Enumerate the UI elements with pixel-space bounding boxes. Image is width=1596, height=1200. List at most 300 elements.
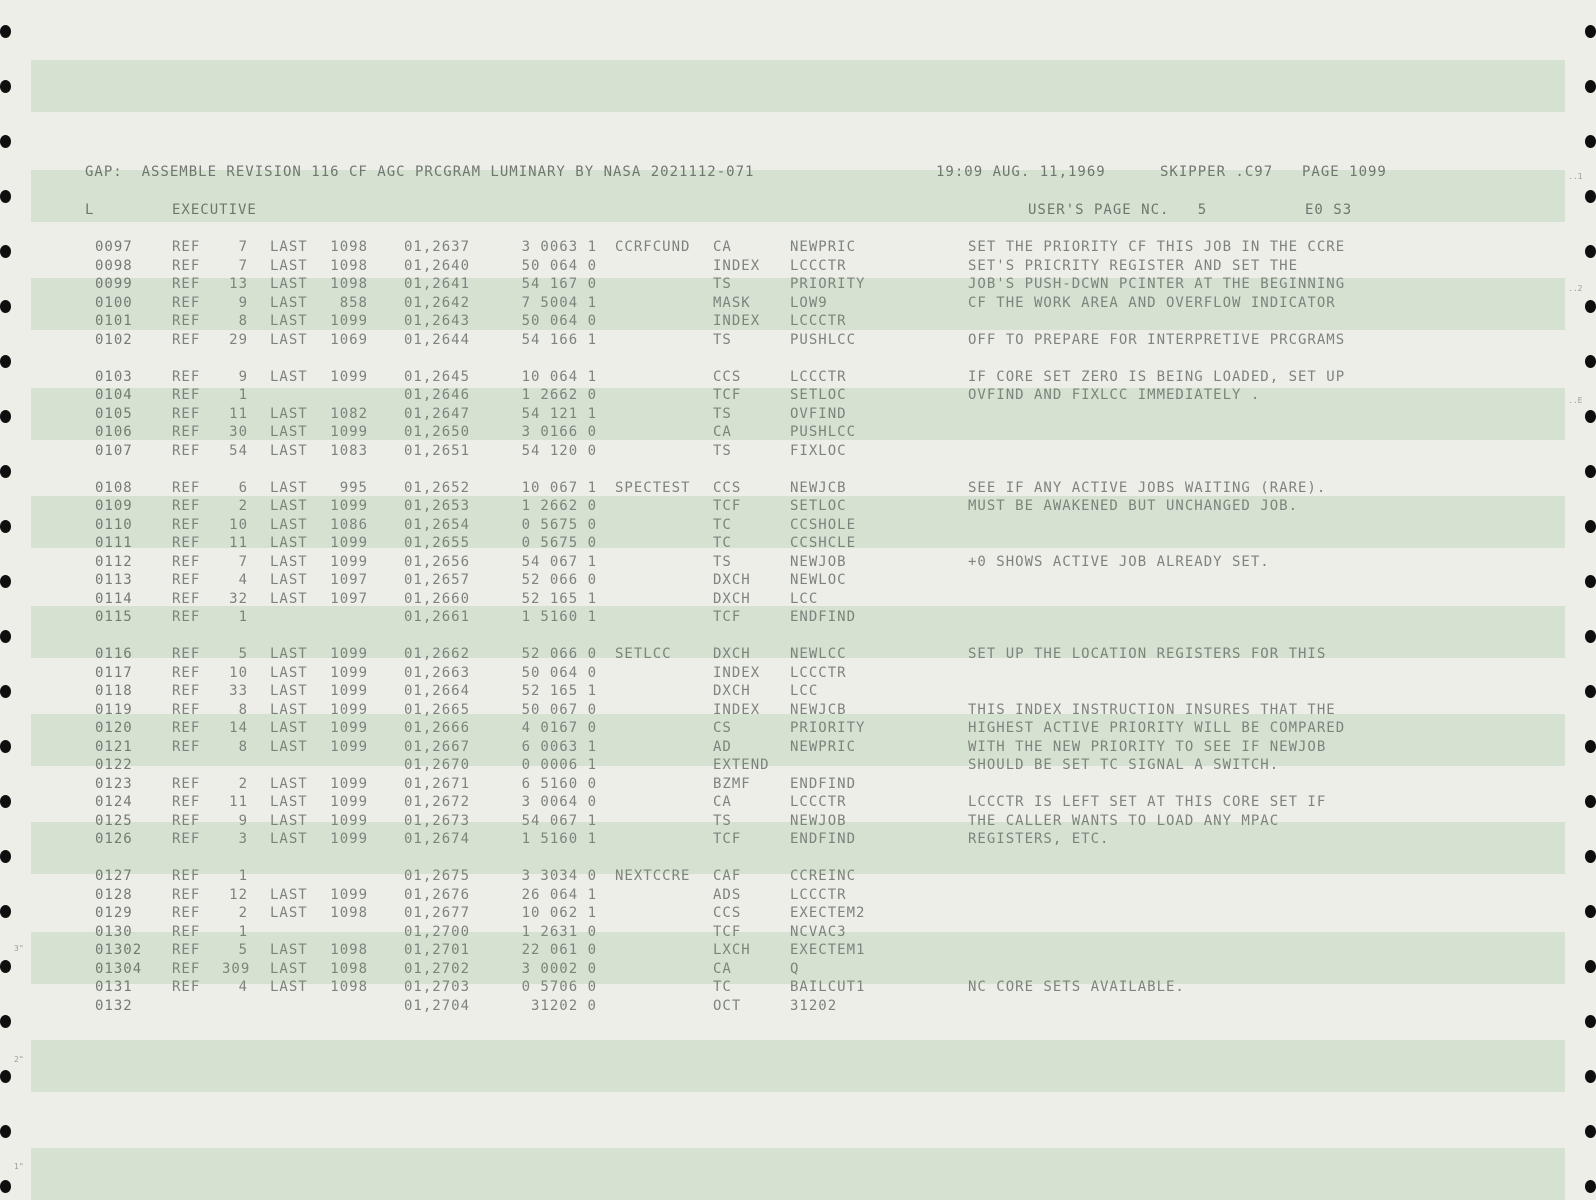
- operand: ENDFIND: [790, 831, 857, 847]
- opcode: TS: [713, 331, 732, 348]
- user-page-number: USER'S PAGE NC. 5: [1028, 202, 1208, 218]
- listing-row: [0, 239, 1596, 257]
- sequence-number: 0117: [95, 664, 133, 681]
- opcode: AD: [713, 738, 732, 755]
- last-marker: LAST: [270, 812, 308, 829]
- tractor-hole: [1585, 25, 1596, 38]
- address: 01,2671: [404, 775, 471, 792]
- last-marker: LAST: [270, 498, 308, 514]
- address: 01,2676: [404, 886, 471, 903]
- operand: SETLOC: [790, 387, 847, 403]
- operand: LCCCTR: [790, 368, 847, 385]
- comment: MUST BE AWAKENED BUT UNCHANGED JOB.: [968, 498, 1299, 514]
- operand: ENDFIND: [790, 775, 857, 792]
- last-page: 858: [339, 294, 368, 311]
- opcode: CAF: [713, 868, 742, 884]
- sequence-number: 0100: [95, 294, 133, 311]
- listing-row: [0, 702, 1596, 720]
- ref-marker: REF: [172, 923, 201, 940]
- last-marker: LAST: [270, 720, 308, 736]
- ref-count: 10: [229, 516, 248, 533]
- ref-marker: REF: [172, 868, 201, 884]
- comment: THIS INDEX INSTRUCTION INSURES THAT THE: [968, 701, 1336, 718]
- listing-row: [0, 961, 1596, 979]
- sequence-number: 0114: [95, 590, 133, 607]
- right-margin-mark: ..2: [1568, 284, 1583, 293]
- right-margin-mark: ..E: [1568, 396, 1583, 405]
- tractor-hole: [0, 135, 11, 148]
- listing-row: [0, 942, 1596, 960]
- last-page: 1099: [330, 535, 368, 551]
- last-marker: LAST: [270, 479, 308, 496]
- sequence-number: 0098: [95, 257, 133, 274]
- ref-count: 7: [238, 239, 248, 255]
- octal-code: 3 0166 0: [521, 424, 597, 440]
- listing-row: [0, 369, 1596, 387]
- sequence-number: 0127: [95, 868, 133, 884]
- ref-count: 7: [238, 257, 248, 274]
- ref-count: 9: [238, 294, 248, 311]
- last-page: 1099: [330, 775, 368, 792]
- last-page: 1099: [330, 424, 368, 440]
- octal-code: 3 3034 0: [521, 868, 597, 884]
- octal-code: 54 067 1: [521, 553, 597, 570]
- listing-row: [0, 332, 1596, 350]
- tractor-hole: [1585, 465, 1596, 478]
- last-marker: LAST: [270, 775, 308, 792]
- sequence-number: 01302: [95, 942, 143, 958]
- listing-row: [0, 979, 1596, 997]
- operand: NEWPRIC: [790, 239, 857, 255]
- ref-marker: REF: [172, 886, 201, 903]
- last-marker: LAST: [270, 886, 308, 903]
- tractor-hole: [1585, 630, 1596, 643]
- ref-marker: REF: [172, 979, 201, 995]
- ref-count: 12: [229, 886, 248, 903]
- octal-code: 1 5160 1: [521, 609, 597, 625]
- listing-row: [0, 905, 1596, 923]
- operand: ENDFIND: [790, 609, 857, 625]
- sequence-number: 0131: [95, 979, 133, 995]
- section-code: E0 S3: [1305, 202, 1353, 218]
- ref-marker: REF: [172, 942, 201, 958]
- last-marker: LAST: [270, 905, 308, 921]
- comment: OVFIND AND FIXLCC IMMEDIATELY .: [968, 387, 1261, 403]
- address: 01,2644: [404, 331, 471, 348]
- listing-row: [0, 276, 1596, 294]
- sequence-number: 0105: [95, 405, 133, 422]
- comment: SET UP THE LOCATION REGISTERS FOR THIS: [968, 646, 1327, 662]
- sequence-number: 0123: [95, 775, 133, 792]
- ref-marker: REF: [172, 905, 201, 921]
- address: 01,2650: [404, 424, 471, 440]
- listing-row: [0, 609, 1596, 627]
- operand: LCC: [790, 590, 819, 607]
- last-page: 1098: [330, 979, 368, 995]
- address: 01,2673: [404, 812, 471, 829]
- sequence-number: 0130: [95, 923, 133, 940]
- comment: OFF TO PREPARE FOR INTERPRETIVE PRCGRAMS: [968, 331, 1346, 348]
- ref-count: 5: [238, 942, 248, 958]
- opcode: MASK: [713, 294, 751, 311]
- octal-code: 0 5675 0: [521, 516, 597, 533]
- ref-marker: REF: [172, 313, 201, 329]
- last-marker: LAST: [270, 294, 308, 311]
- operand: 31202: [790, 997, 838, 1014]
- octal-code: 7 5004 1: [521, 294, 597, 311]
- listing-row: [0, 665, 1596, 683]
- address: 01,2665: [404, 701, 471, 718]
- last-page: 1097: [330, 572, 368, 588]
- operand: LOW9: [790, 294, 828, 311]
- sequence-number: 0108: [95, 479, 133, 496]
- last-page: 1099: [330, 368, 368, 385]
- ref-count: 30: [229, 424, 248, 440]
- address: 01,2701: [404, 942, 471, 958]
- operand: NEWJCB: [790, 479, 847, 496]
- sequence-number: 0112: [95, 553, 133, 570]
- comment: JOB'S PUSH-DCWN PCINTER AT THE BEGINNING: [968, 276, 1346, 292]
- sequence-number: 0106: [95, 424, 133, 440]
- address: 01,2704: [404, 997, 471, 1014]
- sequence-number: 0097: [95, 239, 133, 255]
- opcode: DXCH: [713, 572, 751, 588]
- ref-marker: REF: [172, 498, 201, 514]
- opcode: CCS: [713, 905, 742, 921]
- address: 01,2640: [404, 257, 471, 274]
- listing-row: [0, 313, 1596, 331]
- ref-count: 2: [238, 775, 248, 792]
- last-page: 1099: [330, 646, 368, 662]
- comment: SEE IF ANY ACTIVE JOBS WAITING (RARE).: [968, 479, 1327, 496]
- address: 01,2641: [404, 276, 471, 292]
- operand: BAILCUT1: [790, 979, 866, 995]
- address: 01,2675: [404, 868, 471, 884]
- opcode: TCF: [713, 923, 742, 940]
- tractor-hole: [0, 1180, 11, 1193]
- sequence-number: 0104: [95, 387, 133, 403]
- sequence-number: 0126: [95, 831, 133, 847]
- ref-count: 7: [238, 553, 248, 570]
- last-page: 1098: [330, 905, 368, 921]
- opcode: CCS: [713, 479, 742, 496]
- last-page: 1099: [330, 886, 368, 903]
- right-margin-mark: ..1: [1568, 172, 1583, 181]
- tractor-hole: [1585, 355, 1596, 368]
- symbol-label: CCRFCUND: [615, 239, 691, 255]
- listing-row: [0, 646, 1596, 664]
- last-page: 1083: [330, 442, 368, 459]
- listing-row: [0, 258, 1596, 276]
- opcode: CS: [713, 720, 732, 736]
- ref-count: 1: [238, 609, 248, 625]
- sequence-number: 0125: [95, 812, 133, 829]
- listing-row: [0, 776, 1596, 794]
- octal-code: 50 064 0: [521, 257, 597, 274]
- last-marker: LAST: [270, 516, 308, 533]
- operand: LCCCTR: [790, 257, 847, 274]
- sequence-number: 0111: [95, 535, 133, 551]
- address: 01,2703: [404, 979, 471, 995]
- ref-count: 13: [229, 276, 248, 292]
- gauge-mark-2in: 2": [14, 1055, 24, 1064]
- operand: CCSHOLE: [790, 516, 857, 533]
- ref-marker: REF: [172, 535, 201, 551]
- octal-code: 3 0002 0: [521, 960, 597, 977]
- last-marker: LAST: [270, 257, 308, 274]
- address: 01,2646: [404, 387, 471, 403]
- tractor-hole: [1585, 1015, 1596, 1028]
- opcode: TS: [713, 442, 732, 459]
- operand: LCCCTR: [790, 794, 847, 810]
- ref-marker: REF: [172, 831, 201, 847]
- opcode: CA: [713, 794, 732, 810]
- last-marker: LAST: [270, 979, 308, 995]
- tractor-hole: [0, 1070, 11, 1083]
- sequence-number: 0124: [95, 794, 133, 810]
- octal-code: 0 5675 0: [521, 535, 597, 551]
- listing-row: [0, 757, 1596, 775]
- last-marker: LAST: [270, 683, 308, 699]
- ref-count: 54: [229, 442, 248, 459]
- opcode: DXCH: [713, 683, 751, 699]
- octal-code: 54 167 0: [521, 276, 597, 292]
- tractor-hole: [1585, 850, 1596, 863]
- listing-row: [0, 813, 1596, 831]
- address: 01,2670: [404, 757, 471, 773]
- last-marker: LAST: [270, 313, 308, 329]
- sequence-number: 0099: [95, 276, 133, 292]
- octal-code: 10 064 1: [521, 368, 597, 385]
- listing-row: [0, 887, 1596, 905]
- operand: PUSHLCC: [790, 331, 857, 348]
- octal-code: 3 0063 1: [521, 239, 597, 255]
- ref-marker: REF: [172, 424, 201, 440]
- operand: PRIORITY: [790, 276, 866, 292]
- octal-code: 50 064 0: [521, 313, 597, 329]
- last-marker: LAST: [270, 535, 308, 551]
- comment: REGISTERS, ETC.: [968, 831, 1110, 847]
- address: 01,2677: [404, 905, 471, 921]
- opcode: INDEX: [713, 313, 761, 329]
- ref-count: 2: [238, 905, 248, 921]
- octal-code: 6 0063 1: [521, 738, 597, 755]
- last-marker: LAST: [270, 738, 308, 755]
- tractor-hole: [1585, 1180, 1596, 1193]
- ref-count: 11: [229, 405, 248, 422]
- opcode: TCF: [713, 498, 742, 514]
- ref-marker: REF: [172, 646, 201, 662]
- last-page: 1099: [330, 683, 368, 699]
- opcode: TS: [713, 405, 732, 422]
- address: 01,2647: [404, 405, 471, 422]
- operand: NEWJCB: [790, 701, 847, 718]
- listing-row: [0, 739, 1596, 757]
- address: 01,2652: [404, 479, 471, 496]
- listing-row: [0, 517, 1596, 535]
- octal-code: 22 061 0: [521, 942, 597, 958]
- comment: CF THE WORK AREA AND OVERFLOW INDICATOR: [968, 294, 1336, 311]
- opcode: INDEX: [713, 664, 761, 681]
- last-marker: LAST: [270, 424, 308, 440]
- opcode: TC: [713, 979, 732, 995]
- ref-marker: REF: [172, 553, 201, 570]
- last-marker: LAST: [270, 442, 308, 459]
- tractor-hole: [0, 1125, 11, 1138]
- last-page: 995: [339, 479, 368, 496]
- address: 01,2662: [404, 646, 471, 662]
- ref-count: 1: [238, 923, 248, 940]
- comment: LCCCTR IS LEFT SET AT THIS CORE SET IF: [968, 794, 1327, 810]
- tractor-hole: [0, 355, 11, 368]
- comment: NC CORE SETS AVAILABLE.: [968, 979, 1185, 995]
- sequence-number: 0132: [95, 997, 133, 1014]
- tractor-hole: [0, 80, 11, 93]
- sequence-number: 0101: [95, 313, 133, 329]
- green-bar: [31, 1148, 1565, 1200]
- ref-marker: REF: [172, 664, 201, 681]
- comment: SET THE PRIORITY CF THIS JOB IN THE CCRE: [968, 239, 1346, 255]
- opcode: TCF: [713, 609, 742, 625]
- symbol-label: SETLCC: [615, 646, 672, 662]
- ref-marker: REF: [172, 387, 201, 403]
- last-marker: LAST: [270, 405, 308, 422]
- ref-count: 9: [238, 812, 248, 829]
- symbol-label: NEXTCCRE: [615, 868, 691, 884]
- octal-code: 54 120 0: [521, 442, 597, 459]
- tractor-hole: [1585, 135, 1596, 148]
- operand: OVFIND: [790, 405, 847, 422]
- ref-count: 11: [229, 794, 248, 810]
- sequence-number: 0109: [95, 498, 133, 514]
- operand: SETLOC: [790, 498, 847, 514]
- page-number: PAGE 1099: [1302, 164, 1387, 180]
- ref-marker: REF: [172, 276, 201, 292]
- address: 01,2661: [404, 609, 471, 625]
- operand: EXECTEM2: [790, 905, 866, 921]
- address: 01,2651: [404, 442, 471, 459]
- opcode: BZMF: [713, 775, 751, 792]
- address: 01,2700: [404, 923, 471, 940]
- ref-count: 29: [229, 331, 248, 348]
- listing-row: [0, 480, 1596, 498]
- address: 01,2672: [404, 794, 471, 810]
- listing-row: [0, 683, 1596, 701]
- ref-count: 33: [229, 683, 248, 699]
- ref-marker: REF: [172, 572, 201, 588]
- ref-count: 6: [238, 479, 248, 496]
- ref-marker: REF: [172, 590, 201, 607]
- last-page: 1099: [330, 701, 368, 718]
- address: 01,2655: [404, 535, 471, 551]
- octal-code: 1 5160 1: [521, 831, 597, 847]
- last-marker: LAST: [270, 553, 308, 570]
- comment: WITH THE NEW PRIORITY TO SEE IF NEWJOB: [968, 738, 1327, 755]
- tractor-hole: [0, 850, 11, 863]
- ref-marker: REF: [172, 775, 201, 792]
- opcode: DXCH: [713, 590, 751, 607]
- ref-count: 3: [238, 831, 248, 847]
- sequence-number: 0110: [95, 516, 133, 533]
- operand: FIXLOC: [790, 442, 847, 459]
- opcode: TCF: [713, 831, 742, 847]
- address: 01,2645: [404, 368, 471, 385]
- opcode: TS: [713, 276, 732, 292]
- address: 01,2657: [404, 572, 471, 588]
- octal-code: 52 066 0: [521, 646, 597, 662]
- ref-count: 11: [229, 535, 248, 551]
- address: 01,2666: [404, 720, 471, 736]
- ref-marker: REF: [172, 812, 201, 829]
- last-page: 1099: [330, 794, 368, 810]
- ref-count: 8: [238, 738, 248, 755]
- ref-marker: REF: [172, 609, 201, 625]
- sequence-number: 0119: [95, 701, 133, 718]
- comment: IF CORE SET ZERO IS BEING LOADED, SET UP: [968, 368, 1346, 385]
- tractor-hole: [0, 465, 11, 478]
- last-page: 1099: [330, 831, 368, 847]
- last-page: 1097: [330, 590, 368, 607]
- operand: EXECTEM1: [790, 942, 866, 958]
- opcode: CA: [713, 960, 732, 977]
- opcode: CA: [713, 239, 732, 255]
- last-marker: LAST: [270, 831, 308, 847]
- tractor-hole: [0, 630, 11, 643]
- operand: NEWJOB: [790, 812, 847, 829]
- ref-marker: REF: [172, 257, 201, 274]
- address: 01,2674: [404, 831, 471, 847]
- ref-count: 32: [229, 590, 248, 607]
- opcode: TC: [713, 516, 732, 533]
- address: 01,2660: [404, 590, 471, 607]
- ref-marker: REF: [172, 960, 201, 977]
- last-marker: LAST: [270, 239, 308, 255]
- listing-header: [0, 164, 1596, 182]
- last-page: 1099: [330, 664, 368, 681]
- opcode: TC: [713, 535, 732, 551]
- octal-code: 52 066 0: [521, 572, 597, 588]
- ref-marker: REF: [172, 794, 201, 810]
- ref-count: 4: [238, 572, 248, 588]
- octal-code: 1 2631 0: [521, 923, 597, 940]
- section-name: EXECUTIVE: [172, 202, 257, 218]
- opcode: INDEX: [713, 257, 761, 274]
- operand: NEWLOC: [790, 572, 847, 588]
- green-bar: [31, 60, 1565, 112]
- last-page: 1098: [330, 257, 368, 274]
- ref-marker: REF: [172, 683, 201, 699]
- ref-count: 309: [222, 960, 251, 977]
- sequence-number: 0115: [95, 609, 133, 625]
- octal-code: 54 166 1: [521, 331, 597, 348]
- ref-marker: REF: [172, 368, 201, 385]
- octal-code: 54 067 1: [521, 812, 597, 829]
- operand: CCSHCLE: [790, 535, 857, 551]
- ref-count: 8: [238, 313, 248, 329]
- ref-count: 2: [238, 498, 248, 514]
- operand: NEWLCC: [790, 646, 847, 662]
- octal-code: 50 064 0: [521, 664, 597, 681]
- address: 01,2653: [404, 498, 471, 514]
- last-page: 1082: [330, 405, 368, 422]
- comment: SHOULD BE SET TC SIGNAL A SWITCH.: [968, 757, 1280, 773]
- listing-row: [0, 831, 1596, 849]
- ref-count: 9: [238, 368, 248, 385]
- octal-code: 50 067 0: [521, 701, 597, 718]
- green-bar: [31, 1040, 1565, 1092]
- ref-marker: REF: [172, 442, 201, 459]
- last-marker: LAST: [270, 942, 308, 958]
